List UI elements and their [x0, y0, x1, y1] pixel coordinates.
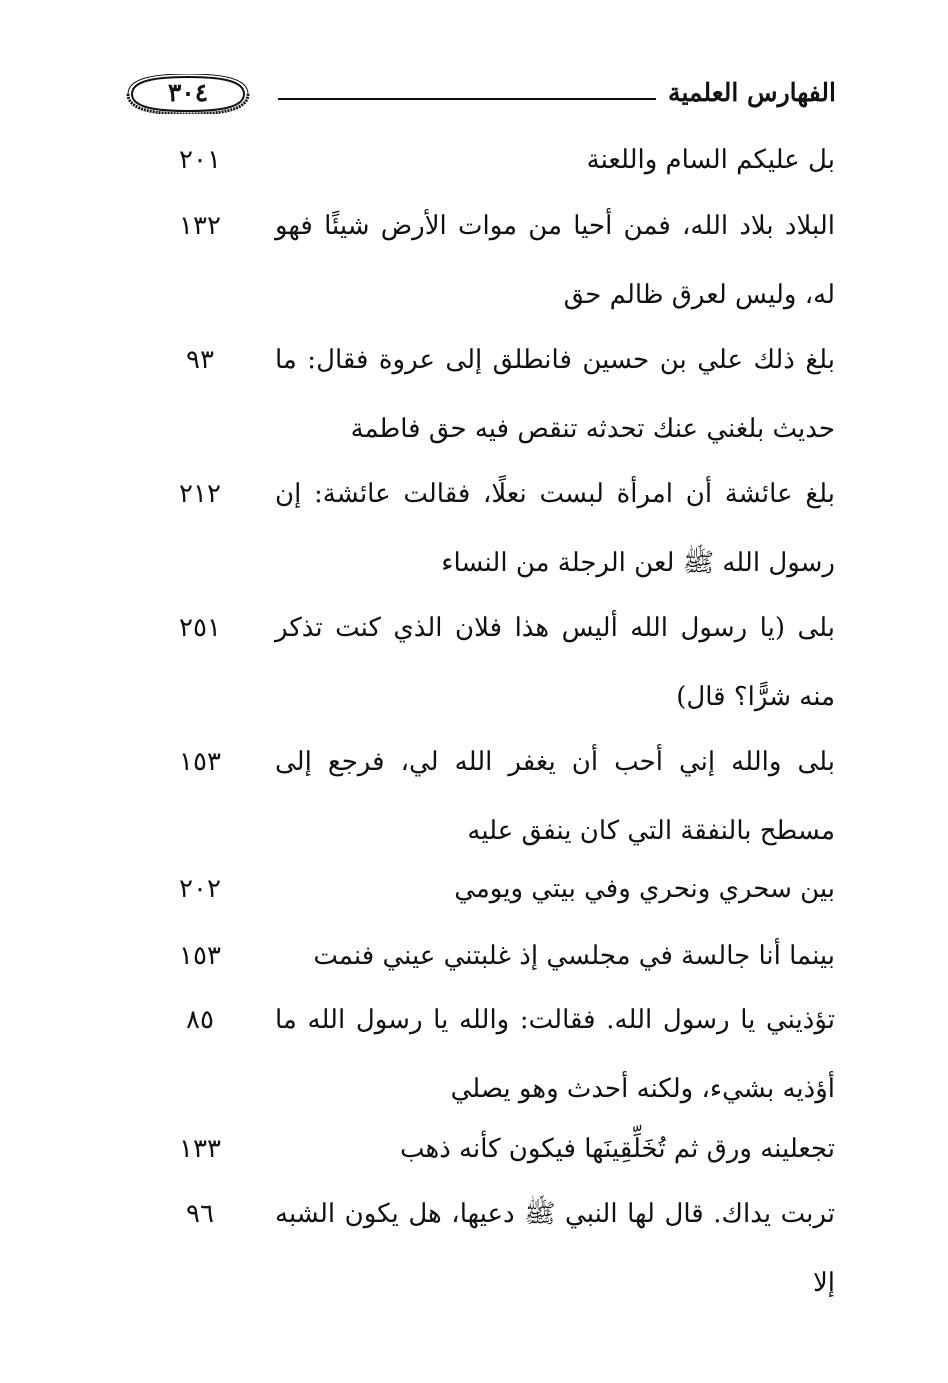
entry-text: بل عليكم السام واللعنة	[586, 145, 835, 175]
entry-text: بلى (يا رسول الله أليس هذا فلان الذي كنت تذكر منه شرًّا؟ قال)	[275, 613, 835, 712]
entry-text: بلى والله إني أحب أن يغفر الله لي، فرجع إلى مسطح بالنفقة التي كان ينفق عليه	[275, 747, 835, 846]
entry-text: بين سحري ونحري وفي بيتي ويومي	[454, 874, 835, 904]
entry-page-ref: ٢١٢	[179, 479, 221, 509]
entry-page-ref: ١٣٣	[179, 1134, 221, 1164]
entry-page-ref: ٨٥	[186, 1005, 214, 1035]
page-header	[98, 74, 836, 118]
entry-page-ref: ٩٦	[186, 1199, 214, 1229]
header-rule	[278, 98, 656, 100]
page-number: ٣٠٤	[167, 78, 209, 107]
entry-text: تؤذيني يا رسول الله. فقالت: والله يا رسول الله ما أؤذيه بشيء، ولكنه أحدث وهو يصلي	[275, 1005, 835, 1104]
running-title: الفهارس العلمية	[668, 78, 836, 107]
entry-text: بلغ ذلك علي بن حسين فانطلق إلى عروة فقال: ما حديث بلغني عنك تحدثه تنقص فيه حق فاطمة	[275, 345, 835, 444]
entry-text: تربت يداك. قال لها النبي ﷺ دعيها، هل يكون الشبه إلا	[275, 1199, 835, 1298]
entry-page-ref: ١٣٢	[179, 211, 221, 241]
page-number-frame	[118, 74, 258, 114]
entry-page-ref: ١٥٣	[179, 941, 221, 971]
entry-text: تجعلينه ورق ثم تُخَلِّقِينَها فيكون كأنه ذهب	[399, 1134, 835, 1164]
entry-text: بلغ عائشة أن امرأة لبست نعلًا، فقالت عائشة: إن رسول الله ﷺ لعن الرجلة من النساء	[275, 479, 835, 578]
entry-page-ref: ٢٠١	[179, 145, 221, 175]
entry-text: بينما أنا جالسة في مجلسي إذ غلبتني عيني فنمت	[313, 941, 835, 971]
entry-page-ref: ٢٠٢	[179, 874, 221, 904]
entry-page-ref: ٩٣	[186, 345, 214, 375]
entry-text: البلاد بلاد الله، فمن أحيا من موات الأرض شيئًا فهو له، وليس لعرق ظالم حق	[275, 211, 835, 310]
entry-page-ref: ١٥٣	[179, 747, 221, 777]
entry-page-ref: ٢٥١	[179, 613, 221, 643]
